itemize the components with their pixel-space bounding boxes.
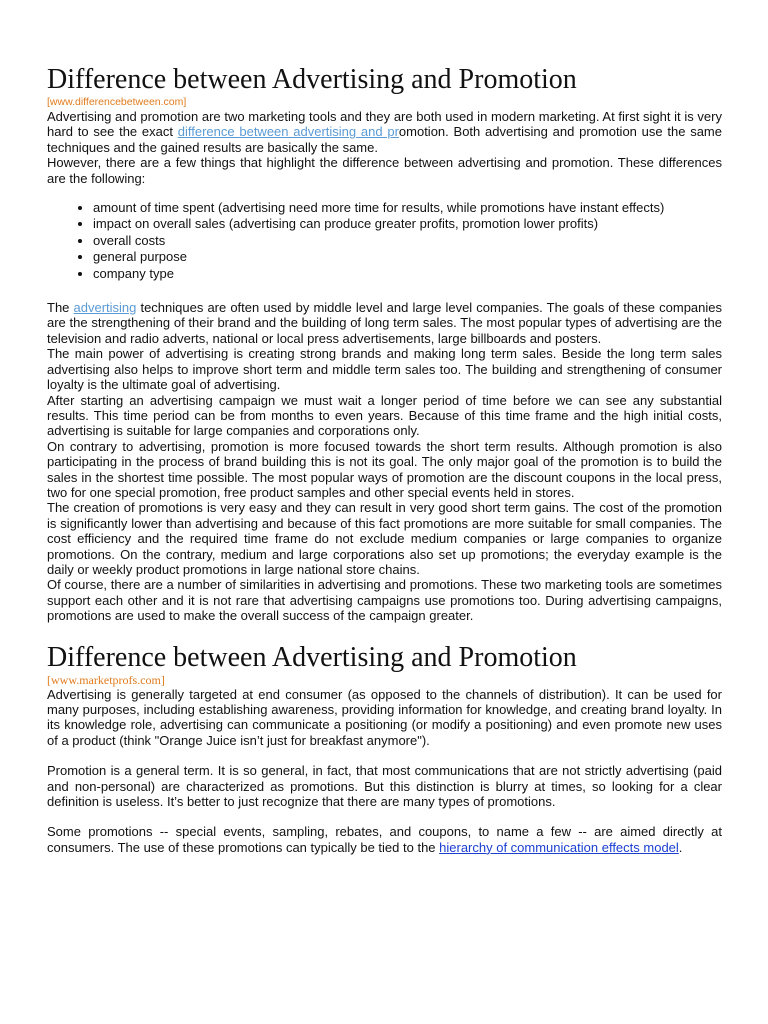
paragraph xyxy=(47,824,722,855)
paragraph: Advertising is generally targeted at end consumer (as opposed to the channels of distribution). It can be used for many purposes, including establishing awareness, providing information for knowledge, and creating brand loyalty. In its knowledge role, advertising can communicate a positioning (or modify a positioning) and even promote new uses of a product (think "Orange Juice isn’t just for breakfast anymore"). xyxy=(47,686,722,748)
list-item: • impact on overall sales (advertising can produce greater profits, promotion lower profits) xyxy=(93,216,722,232)
difference-link[interactable]: difference between advertising and pr xyxy=(177,124,399,140)
paragraph xyxy=(47,300,722,346)
paragraph: After starting an advertising campaign we must wait a longer period of time before we can see any substantial results. This time period can be from months to even years. Because of this time frame and the high initial costs, advertising is suitable for large companies and corporations only. xyxy=(47,392,722,439)
source-label: [www.differencebetween.com] xyxy=(47,96,187,108)
difference-list xyxy=(47,200,722,282)
list-item: • overall costs xyxy=(93,233,722,249)
source-label: [www.marketprofs.com] xyxy=(47,672,165,687)
paragraph: The main power of advertising is creating strong brands and making long term sales. Beside the long term sales advertising also helps to improve short term and middle term sales too. The building and strengthening of consumer loyalty is the ultimate goal of advertising. xyxy=(47,346,722,393)
paragraph: However, there are a few things that highlight the difference between advertising and promotion. These differences are the following: xyxy=(47,155,722,186)
section-title: Difference between Advertising and Promotion xyxy=(47,64,577,95)
paragraph: Of course, there are a number of similarities in advertising and promotions. These two marketing tools are sometimes support each other and it is not rare that advertising campaigns use promotions too. During advertising campaigns, promotions are used to make the overall success of the campaign greater. xyxy=(47,577,722,624)
text-run: The xyxy=(47,300,74,316)
text-run: Advertising and promotion are two marketing tools and they are both used in modern marketing. At first sight it is very hard to see the exact xyxy=(47,109,722,140)
paragraph xyxy=(47,109,722,155)
list-item: • amount of time spent (advertising need more time for results, while promotions have instant effects) xyxy=(93,200,722,216)
section-title: Difference between Advertising and Promotion xyxy=(47,641,577,673)
text-run: techniques are often used by middle level and large level companies. The goals of these companies are the strengthening of their brand and the building of long term sales. The most popular types of advertising are the television and radio adverts, national or local press advertisements, large billboards and posters. xyxy=(47,300,723,346)
advertising-link[interactable]: advertising xyxy=(73,300,137,316)
text-run: omotion. Both advertising and promotion use the same techniques and the gained results are basically the same. xyxy=(47,124,722,155)
list-item: • general purpose xyxy=(93,249,722,265)
text-run: . xyxy=(678,839,683,855)
paragraph: Promotion is a general term. It is so general, in fact, that most communications that are not strictly advertising (paid and non-personal) are characterized as promotions. But this distinction is blurry at times, so looking for a clear definition is useless. It’s better to just recognize that there are many types of promotions. xyxy=(47,763,722,810)
text-run: Some promotions -- special events, sampling, rebates, and coupons, to name a few -- are aimed directly at consumers. The use of these promotions can typically be tied to the xyxy=(47,824,722,855)
section-marketprofs xyxy=(47,642,722,856)
list-item: • company type xyxy=(93,266,722,282)
section-differencebetween xyxy=(47,64,722,624)
hierarchy-model-link[interactable]: hierarchy of communication effects model xyxy=(439,839,679,855)
paragraph: On contrary to advertising, promotion is more focused towards the short term results. Although promotion is also participating in the process of brand building this is not its goal. The only major goal of the promotion is to build the sales in the shortest time possible. The most popular ways of promotion are the discount coupons in the local press, two for one special promotion, free product samples and other special events held in stores. xyxy=(47,438,722,500)
paragraph: The creation of promotions is very easy and they can result in very good short term gains. The cost of the promotion is significantly lower than advertising and because of this fact promotions are more suitable for small companies. The cost efficiency and the required time frame do not exclude medium companies or large companies to organize promotions. On the contrary, medium and large corporations also set up promotions; the everyday example is the daily or weekly product promotions in large national store chains. xyxy=(47,500,722,577)
